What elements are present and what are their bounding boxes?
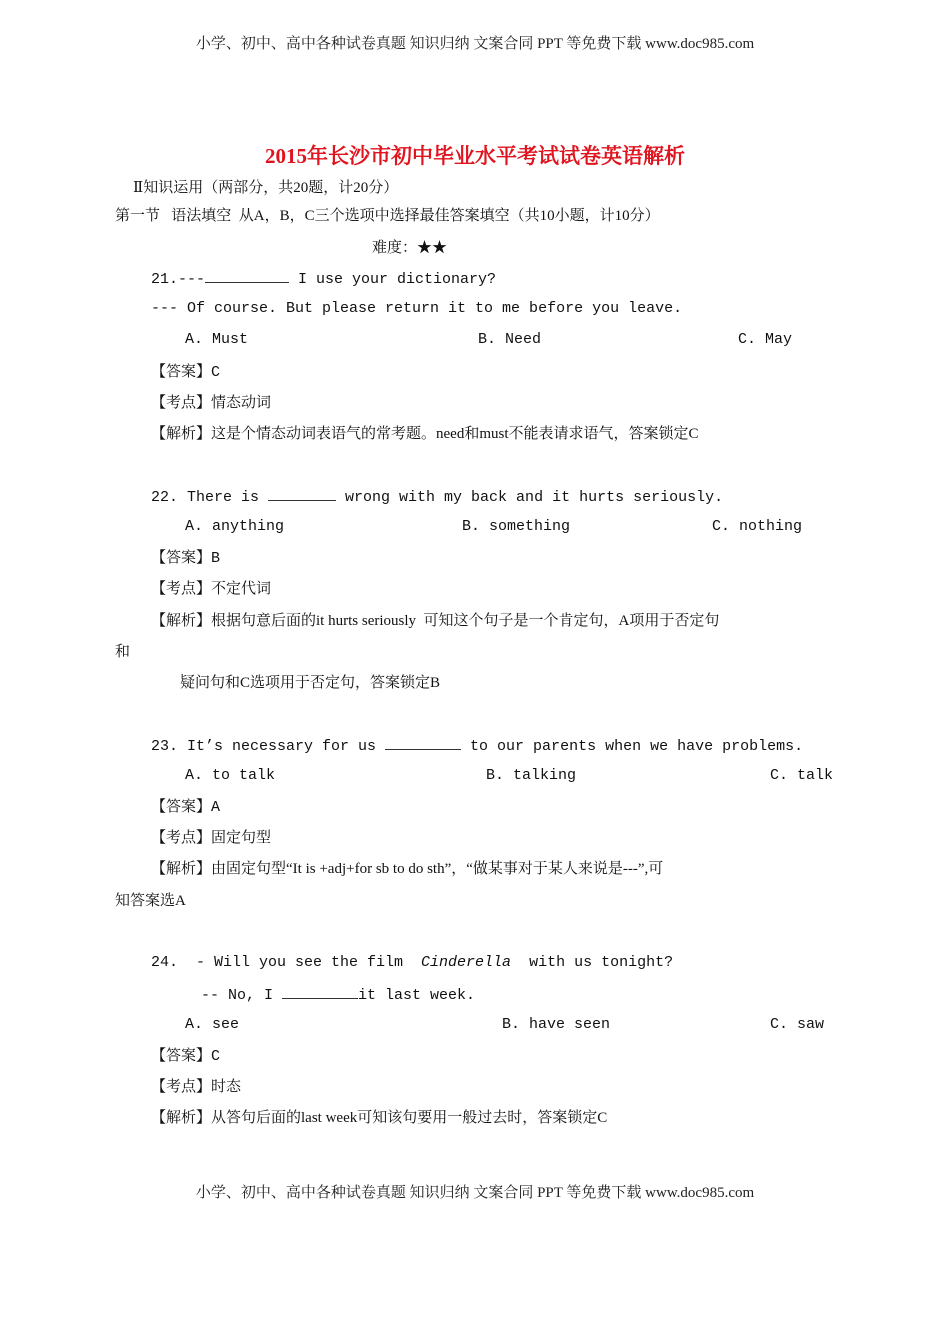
question-24-reply: -- No, I it last week. <box>201 984 475 1006</box>
option-a: A. to talk <box>185 767 276 784</box>
question-21-stem: 21.--- I use your dictionary? <box>151 268 496 290</box>
answer-line: 【答案】A <box>151 799 221 816</box>
answer-line: 【答案】C <box>151 1048 221 1065</box>
analysis-line: 【解析】根据句意后面的it hurts seriously 可知这个句子是一个肯定句，A项用于否定句 <box>151 613 720 629</box>
point-line: 【考点】情态动词 <box>151 395 272 411</box>
option-c: C. nothing <box>712 518 803 535</box>
answer-blank <box>268 486 336 501</box>
answer-blank <box>282 984 358 999</box>
analysis-wrap: 和 <box>115 644 131 660</box>
analysis-continued: 知答案选A <box>115 893 186 909</box>
point-line: 【考点】固定句型 <box>151 830 272 846</box>
page-title: 2015年长沙市初中毕业水平考试试卷英语解析 <box>265 144 685 168</box>
answer-blank <box>385 735 461 750</box>
answer-line: 【答案】C <box>151 364 221 381</box>
option-b: B. Need <box>478 331 542 348</box>
question-24-stem: 24. - Will you see the film Cinderella with us tonight? <box>151 954 674 971</box>
question-21-reply: --- Of course. But please return it to me before you leave. <box>151 300 683 317</box>
part-heading: Ⅱ知识运用（两部分，共20题，计20分） <box>133 180 399 196</box>
point-line: 【考点】不定代词 <box>151 581 272 597</box>
page-footer: 小学、初中、高中各种试卷真题 知识归纳 文案合同 PPT 等免费下载 www.doc985.com <box>195 1185 755 1201</box>
page-header: 小学、初中、高中各种试卷真题 知识归纳 文案合同 PPT 等免费下载 www.doc985.com <box>195 36 755 52</box>
difficulty-rating <box>372 238 447 258</box>
section-heading: 第一节 语法填空 从A，B，C三个选项中选择最佳答案填空（共10小题，计10分） <box>115 208 660 224</box>
star-icon: ★★ <box>417 240 448 256</box>
option-c: C. talk <box>770 767 834 784</box>
analysis-line: 【解析】这是个情态动词表语气的常考题。need和must不能表请求语气，答案锁定C <box>151 426 699 442</box>
option-c: C. May <box>738 331 793 348</box>
difficulty-label: 难度： <box>372 240 418 256</box>
question-23-stem: 23. It’s necessary for us to our parents when we have problems. <box>151 735 803 757</box>
point-line: 【考点】时态 <box>151 1079 242 1095</box>
option-a: A. Must <box>185 331 249 348</box>
option-b: B. something <box>462 518 571 535</box>
option-a: A. see <box>185 1016 240 1033</box>
film-title: Cinderella <box>421 954 512 971</box>
option-b: B. talking <box>486 767 577 784</box>
analysis-line: 【解析】从答句后面的last week可知该句要用一般过去时，答案锁定C <box>151 1110 608 1126</box>
option-c: C. saw <box>770 1016 825 1033</box>
option-a: A. anything <box>185 518 285 535</box>
analysis-line: 【解析】由固定句型“It is +adj+for sb to do sth”，“做某事对于某人来说是---”,可 <box>151 861 664 877</box>
answer-line: 【答案】B <box>151 550 221 567</box>
question-22-stem: 22. There is wrong with my back and it hurts seriously. <box>151 486 723 508</box>
analysis-continued: 疑问句和C选项用于否定句，答案锁定B <box>180 675 441 691</box>
answer-blank <box>205 268 289 283</box>
option-b: B. have seen <box>502 1016 611 1033</box>
